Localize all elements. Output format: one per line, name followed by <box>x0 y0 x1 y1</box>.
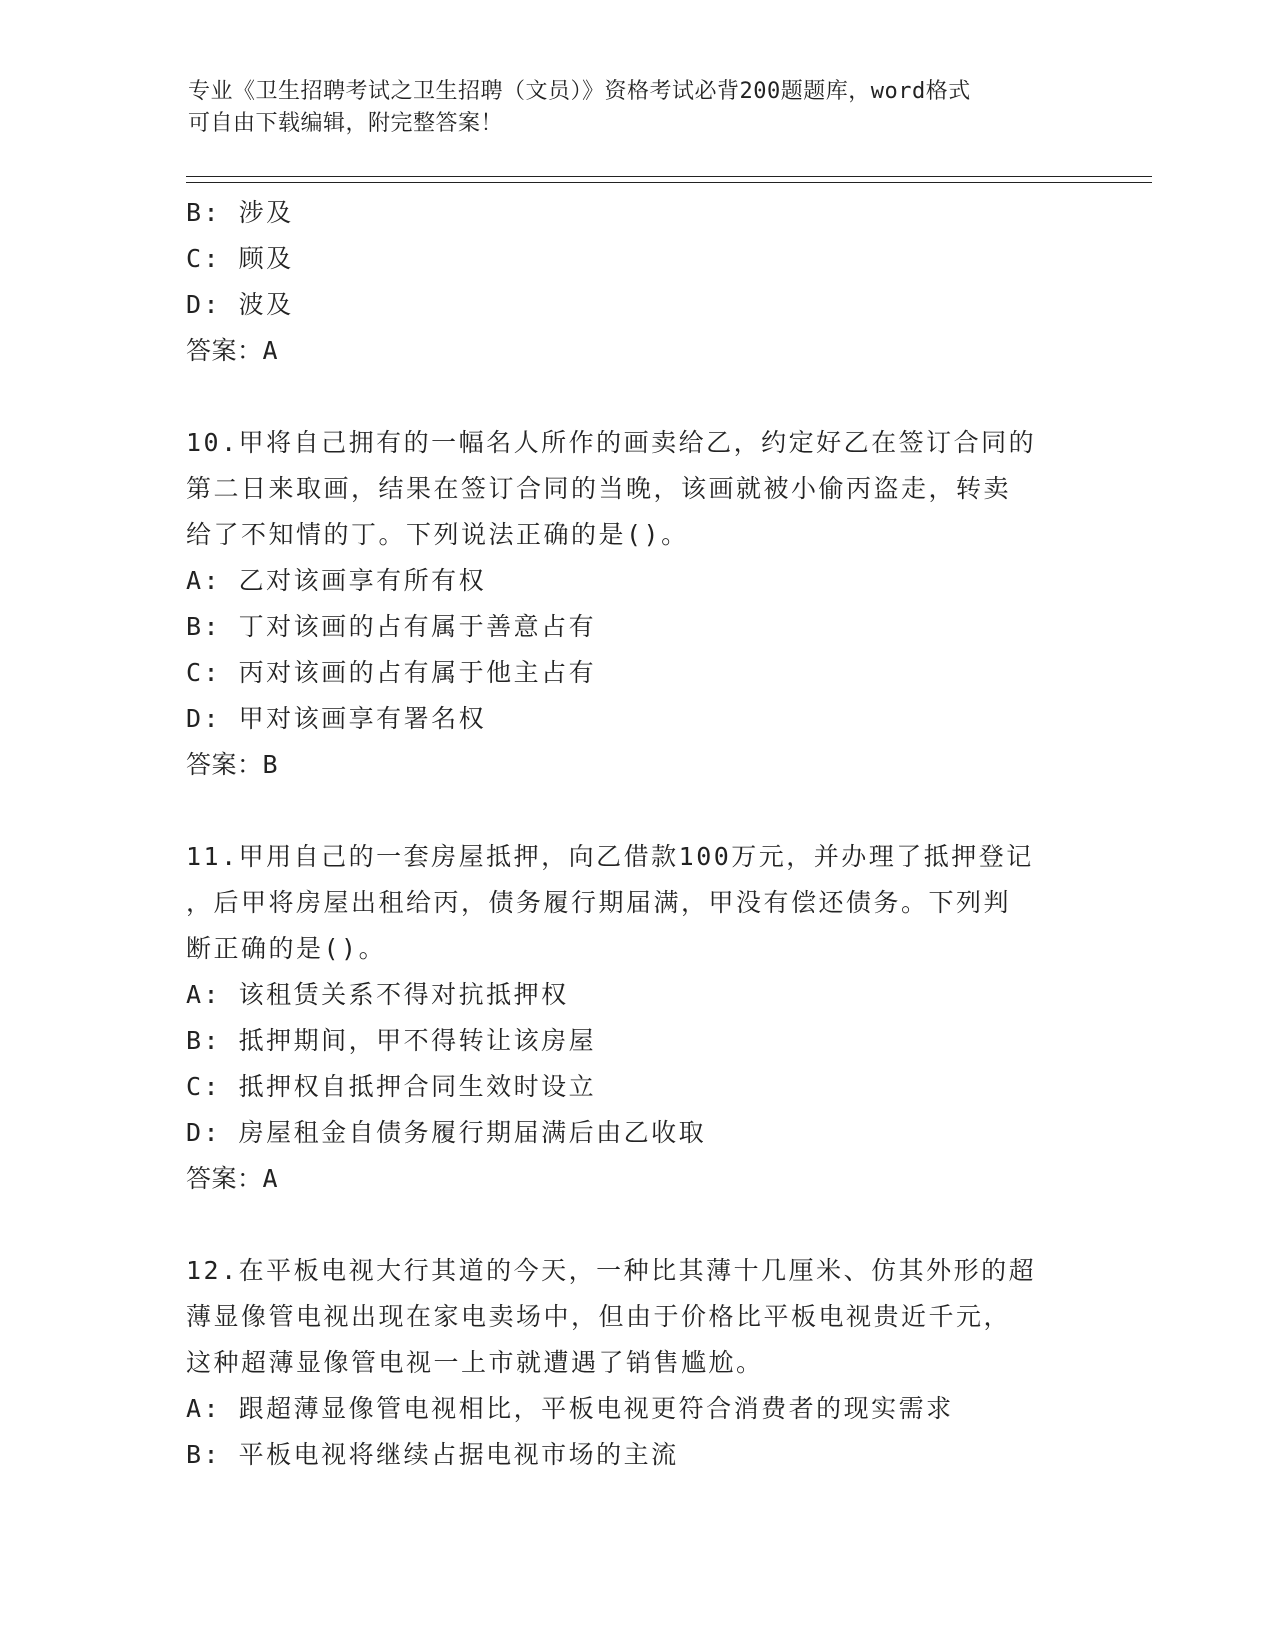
option-d: D: 波及 <box>186 290 294 319</box>
option-b: B: 涉及 <box>186 198 294 227</box>
question-text-line: 薄显像管电视出现在家电卖场中，但由于价格比平板电视贵近千元， <box>186 1302 1012 1331</box>
document-header <box>188 76 1068 140</box>
option-a: A: 跟超薄显像管电视相比，平板电视更符合消费者的现实需求 <box>186 1394 954 1423</box>
option-c: C: 顾及 <box>186 244 294 273</box>
question-11 <box>186 834 1086 1202</box>
header-divider-top <box>186 176 1152 177</box>
header-line-2: 可自由下载编辑，附完整答案！ <box>188 111 504 136</box>
question-text-line: 给了不知情的丁。下列说法正确的是()。 <box>186 520 689 549</box>
question-text-line: 11.甲用自己的一套房屋抵押，向乙借款100万元，并办理了抵押登记 <box>186 842 1034 871</box>
option-b: B: 丁对该画的占有属于善意占有 <box>186 612 597 641</box>
option-c: C: 抵押权自抵押合同生效时设立 <box>186 1072 597 1101</box>
spacer <box>186 1202 1086 1248</box>
spacer <box>186 788 1086 834</box>
document-body <box>186 190 1086 1478</box>
option-b: B: 平板电视将继续占据电视市场的主流 <box>186 1440 679 1469</box>
question-text-line: 第二日来取画，结果在签订合同的当晚，该画就被小偷丙盗走，转卖 <box>186 474 1012 503</box>
answer: 答案：A <box>186 1164 279 1193</box>
question-text-line: 这种超薄显像管电视一上市就遭遇了销售尴尬。 <box>186 1348 764 1377</box>
header-divider-bottom <box>186 182 1152 183</box>
option-d: D: 甲对该画享有署名权 <box>186 704 487 733</box>
answer: 答案：A <box>186 336 279 365</box>
question-text-line: 12.在平板电视大行其道的今天，一种比其薄十几厘米、仿其外形的超 <box>186 1256 1037 1285</box>
question-text-line: 断正确的是()。 <box>186 934 387 963</box>
header-line-1: 专业《卫生招聘考试之卫生招聘（文员）》资格考试必背200题题库，word格式 <box>188 79 971 104</box>
question-text-line: ，后甲将房屋出租给丙，债务履行期届满，甲没有偿还债务。下列判 <box>186 888 1012 917</box>
spacer <box>186 374 1086 420</box>
question-text-line: 10.甲将自己拥有的一幅名人所作的画卖给乙，约定好乙在签订合同的 <box>186 428 1037 457</box>
question-10 <box>186 420 1086 788</box>
option-d: D: 房屋租金自债务履行期届满后由乙收取 <box>186 1118 707 1147</box>
option-c: C: 丙对该画的占有属于他主占有 <box>186 658 597 687</box>
question-12 <box>186 1248 1086 1478</box>
option-a: A: 该租赁关系不得对抗抵押权 <box>186 980 569 1009</box>
option-b: B: 抵押期间，甲不得转让该房屋 <box>186 1026 597 1055</box>
prev-question-tail <box>186 190 1086 374</box>
option-a: A: 乙对该画享有所有权 <box>186 566 487 595</box>
answer: 答案：B <box>186 750 279 779</box>
